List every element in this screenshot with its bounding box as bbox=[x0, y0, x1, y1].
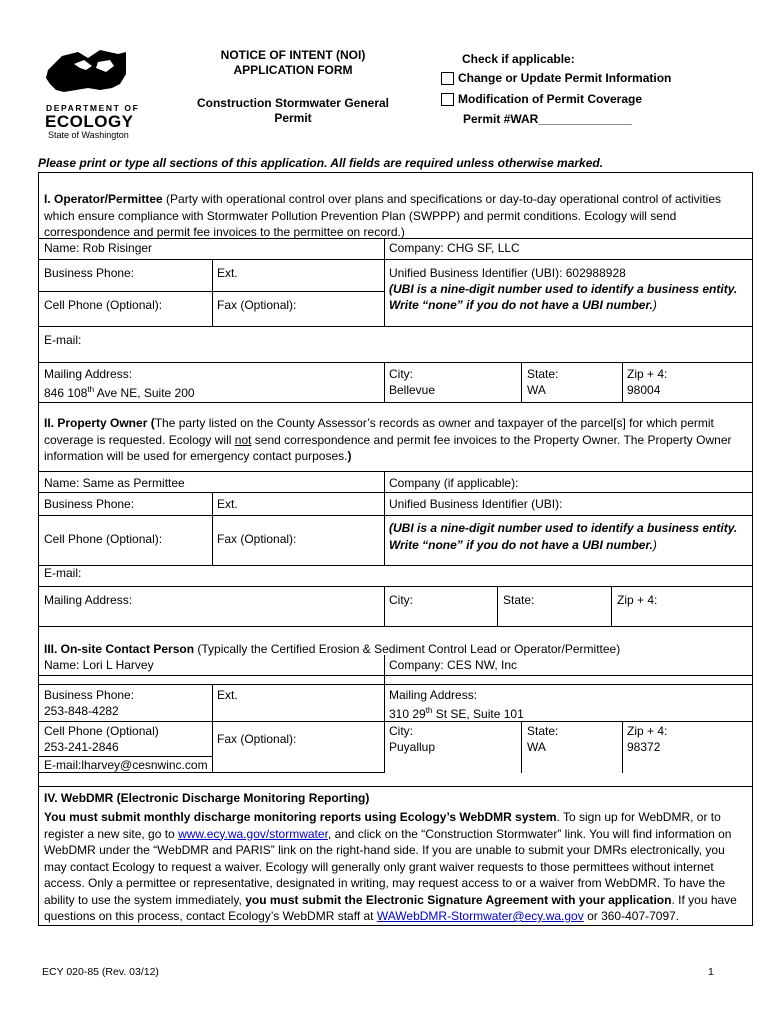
s3-email[interactable]: E-mail:lharvey@cesnwinc.com bbox=[44, 758, 208, 772]
check-heading: Check if applicable: bbox=[462, 52, 575, 66]
section4-heading: IV. WebDMR (Electronic Discharge Monitoring Reporting) bbox=[44, 791, 370, 805]
section1-description: I. Operator/Permittee (Party with operational control over plans and specifications or day-to-day operational control of activities which ensure compliance with Stormwater Pollution Prevention Plan (SWPPP) and permit conditions. Ecology will send correspondence and permit fee invoices to the permittee on record.) bbox=[44, 192, 722, 239]
s3-zip[interactable]: 98372 bbox=[627, 740, 661, 754]
s1-city[interactable]: Bellevue bbox=[389, 383, 436, 397]
s1-email[interactable]: E-mail: bbox=[44, 333, 82, 347]
form-subtitle: Construction Stormwater General Permit bbox=[196, 96, 390, 125]
s3-state-label: State: bbox=[527, 724, 559, 738]
s1-state-label: State: bbox=[527, 367, 559, 381]
s2-name[interactable]: Name: Same as Permittee bbox=[44, 476, 185, 490]
s3-business-phone-label: Business Phone: bbox=[44, 688, 135, 702]
s1-ubi-note-1: (UBI is a nine-digit number used to identify a business entity. bbox=[389, 282, 738, 296]
s3-business-phone[interactable]: 253-848-4282 bbox=[44, 704, 119, 718]
s2-city-label[interactable]: City: bbox=[389, 593, 413, 607]
s1-city-label: City: bbox=[389, 367, 413, 381]
s3-company[interactable]: Company: CES NW, Inc bbox=[389, 658, 518, 672]
s2-mailing-label[interactable]: Mailing Address: bbox=[44, 593, 133, 607]
s2-ubi[interactable]: Unified Business Identifier (UBI): bbox=[389, 497, 563, 511]
s1-cell-phone[interactable]: Cell Phone (Optional): bbox=[44, 298, 163, 312]
s3-zip-label: Zip + 4: bbox=[627, 724, 668, 738]
s1-ext[interactable]: Ext. bbox=[217, 266, 238, 280]
s1-mailing-address[interactable]: 846 108th Ave NE, Suite 200 bbox=[44, 385, 195, 400]
s3-mailing-label: Mailing Address: bbox=[389, 688, 478, 702]
form-frame bbox=[38, 172, 753, 926]
s1-zip-label: Zip + 4: bbox=[627, 367, 668, 381]
s3-fax[interactable]: Fax (Optional): bbox=[217, 732, 297, 746]
s2-company[interactable]: Company (if applicable): bbox=[389, 476, 519, 490]
form-title: NOTICE OF INTENT (NOI) APPLICATION FORM bbox=[220, 48, 366, 77]
s1-mailing-label: Mailing Address: bbox=[44, 367, 133, 381]
stormwater-link[interactable]: www.ecy.wa.gov/stormwater bbox=[178, 826, 328, 841]
section4-body: You must submit monthly discharge monitoring reports using Ecology’s WebDMR system. To sign up for WebDMR, or to register a new site, go to www.ecy.wa.gov/stormwater, and click on the “Construction Stormwater” link. You will find information on WebDMR under the “WebDMR and PARIS” link on the right-hand side. If you are unable to submit your DMRs electronically, you may contact Ecology to request a waiver. Ecology will generally only grant waiver requests to those permittees without internet access. Only a permittee or representative, designated in writing, may request access to or a waiver from WebDMR. To have the ability to use the system immediately, you must submit the Electronic Signature Agreement with your application. If you have questions on this process, contact Ecology’s WebDMR staff at WAWebDMR-Stormwater@ecy.wa.gov or 360-407-7097. bbox=[44, 810, 737, 923]
s2-zip-label[interactable]: Zip + 4: bbox=[617, 593, 658, 607]
section3-heading: III. On-site Contact Person bbox=[44, 642, 195, 656]
s3-city[interactable]: Puyallup bbox=[389, 740, 436, 754]
s1-company[interactable]: Company: CHG SF, LLC bbox=[389, 241, 520, 255]
page-number: 1 bbox=[708, 966, 714, 978]
form-id: ECY 020-85 (Rev. 03/12) bbox=[42, 966, 159, 978]
section2-heading: II. Property Owner ( bbox=[44, 416, 155, 430]
s2-fax[interactable]: Fax (Optional): bbox=[217, 532, 297, 546]
change-update-option[interactable]: Change or Update Permit Information bbox=[441, 71, 671, 85]
s2-ubi-note-2: Write “none” if you do not have a UBI number.) bbox=[389, 538, 657, 552]
s2-state-label[interactable]: State: bbox=[503, 593, 535, 607]
s1-business-phone[interactable]: Business Phone: bbox=[44, 266, 135, 280]
logo-ecology-text: ECOLOGY bbox=[45, 112, 134, 131]
section1-heading: I. Operator/Permittee bbox=[44, 192, 163, 206]
s2-business-phone[interactable]: Business Phone: bbox=[44, 497, 135, 511]
s1-zip[interactable]: 98004 bbox=[627, 383, 661, 397]
s2-cell-phone[interactable]: Cell Phone (Optional): bbox=[44, 532, 163, 546]
change-update-checkbox[interactable] bbox=[441, 72, 454, 85]
logo-department-text: DEPARTMENT OF bbox=[46, 103, 140, 113]
webdmr-email-link[interactable]: WAWebDMR-Stormwater@ecy.wa.gov bbox=[376, 909, 584, 923]
s3-cell-phone[interactable]: 253-241-2846 bbox=[44, 740, 119, 754]
s2-email[interactable]: E-mail: bbox=[44, 566, 82, 580]
s1-ubi-note-2: Write “none” if you do not have a UBI number.) bbox=[389, 298, 657, 312]
s3-ext[interactable]: Ext. bbox=[217, 688, 238, 702]
s3-name[interactable]: Name: Lori L Harvey bbox=[44, 658, 154, 672]
s1-name[interactable]: Name: Rob Risinger bbox=[44, 241, 153, 255]
s1-ubi[interactable]: Unified Business Identifier (UBI): 602988928 bbox=[389, 266, 626, 280]
s2-ext[interactable]: Ext. bbox=[217, 497, 238, 511]
s3-state[interactable]: WA bbox=[527, 740, 546, 754]
s3-mailing-address[interactable]: 310 29th St SE, Suite 101 bbox=[389, 706, 524, 721]
s1-fax[interactable]: Fax (Optional): bbox=[217, 298, 297, 312]
modification-option[interactable]: Modification of Permit Coverage bbox=[441, 92, 642, 106]
modification-checkbox[interactable] bbox=[441, 93, 454, 106]
s3-cell-label: Cell Phone (Optional) bbox=[44, 724, 159, 738]
logo-state-text: State of Washington bbox=[48, 130, 129, 140]
s1-state[interactable]: WA bbox=[527, 383, 546, 397]
section3-heading-line: III. On-site Contact Person (Typically the Certified Erosion & Sediment Control Lead or Operator/Permittee) bbox=[44, 642, 621, 656]
s3-city-label: City: bbox=[389, 724, 413, 738]
instructions: Please print or type all sections of this application. All fields are required unless otherwise marked. bbox=[38, 156, 604, 170]
s2-ubi-note-1: (UBI is a nine-digit number used to identify a business entity. bbox=[389, 521, 738, 535]
permit-number-field[interactable]: Permit #WAR______________ bbox=[463, 112, 632, 126]
section2-description: II. Property Owner (The party listed on the County Assessor’s records as owner and taxpayer of the parcel[s] for which permit coverage is requested. Ecology will not send correspondence and permit fee invoices to the Property Owner. The Property Owner information will be used for emergency contact purposes.) bbox=[44, 416, 732, 463]
